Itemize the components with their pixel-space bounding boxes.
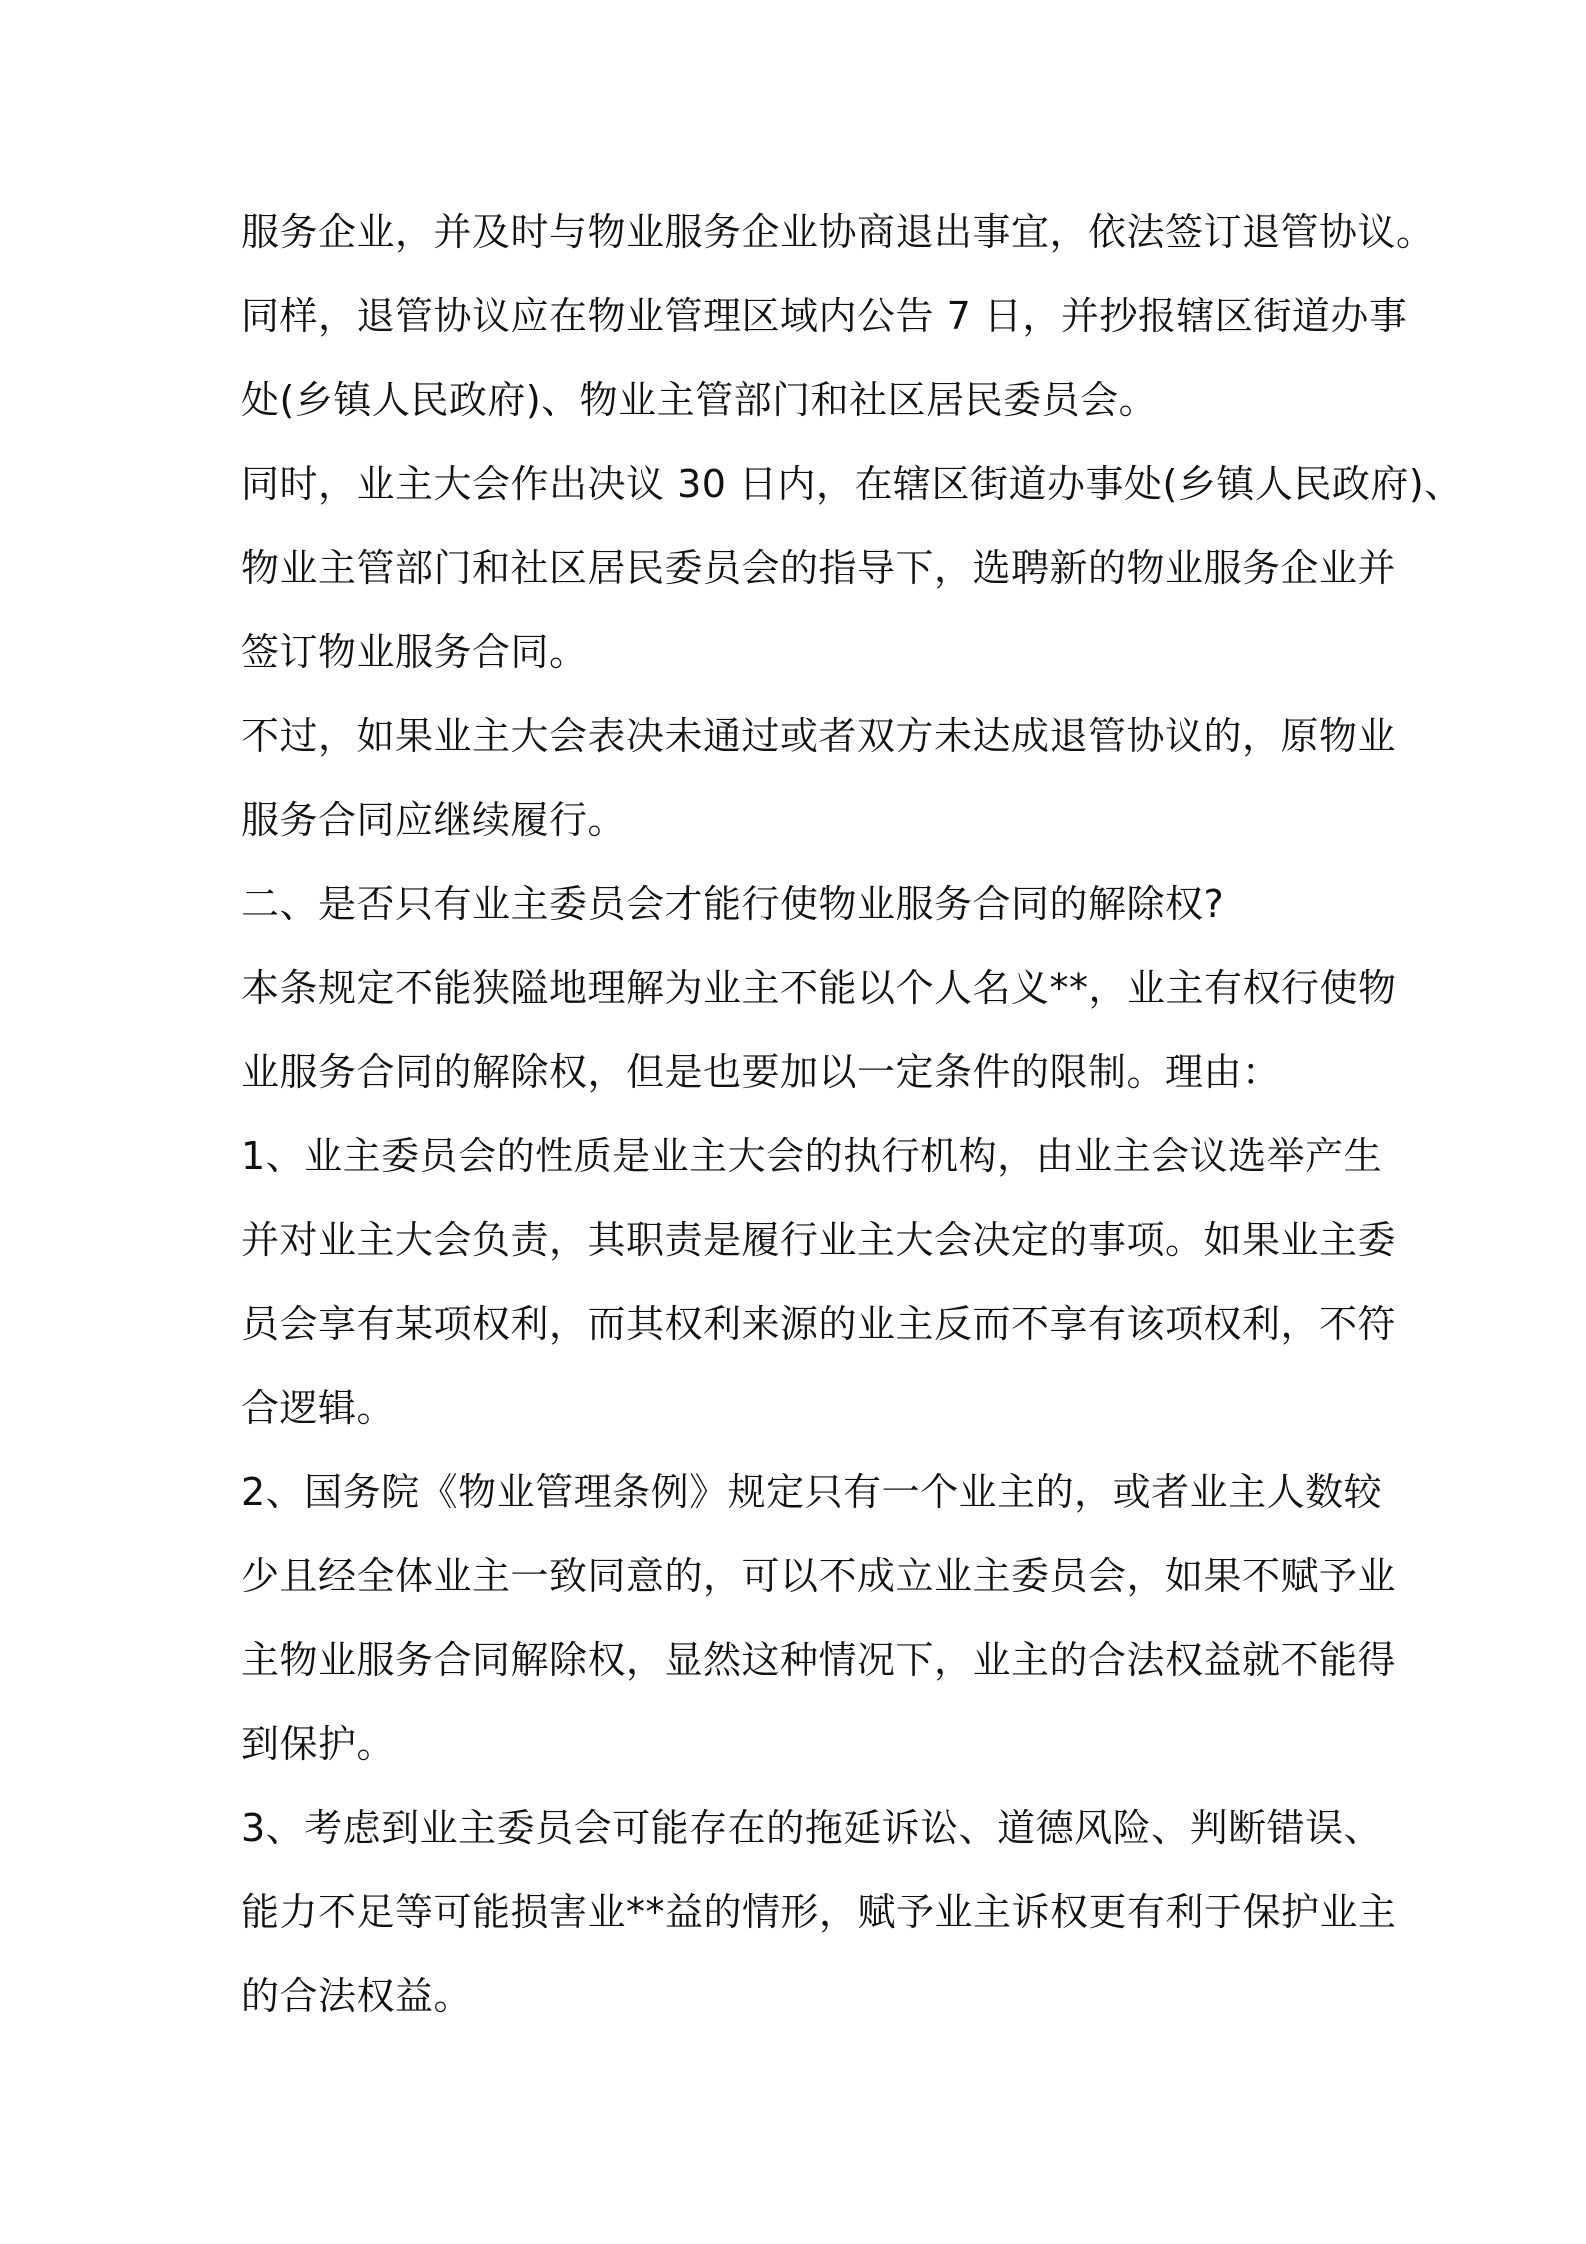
text-line: 服务合同应继续履行。 bbox=[241, 798, 627, 842]
list-item-3-line: 能力不足等可能损害业**益的情形，赋予业主诉权更有利于保护业主 bbox=[241, 1890, 1397, 1934]
list-item-2-line: 2、国务院《物业管理条例》规定只有一个业主的，或者业主人数较 bbox=[241, 1470, 1383, 1514]
list-item-2-line: 主物业服务合同解除权，显然这种情况下，业主的合法权益就不能得 bbox=[241, 1638, 1397, 1682]
text-line: 同样，退管协议应在物业管理区域内公告 7 日，并抄报辖区街道办事 bbox=[241, 294, 1408, 338]
list-item-2-line: 少且经全体业主一致同意的，可以不成立业主委员会，如果不赋予业 bbox=[241, 1554, 1397, 1598]
list-item-1-line: 1、业主委员会的性质是业主大会的执行机构，由业主会议选举产生 bbox=[241, 1134, 1383, 1178]
text-line: 服务企业，并及时与物业服务企业协商退出事宜，依法签订退管协议。 bbox=[241, 210, 1435, 254]
section-heading: 二、是否只有业主委员会才能行使物业服务合同的解除权? bbox=[241, 882, 1225, 926]
text-line: 同时，业主大会作出决议 30 日内，在辖区街道办事处(乡镇人民政府)、 bbox=[241, 462, 1463, 506]
text-line: 物业主管部门和社区居民委员会的指导下，选聘新的物业服务企业并 bbox=[241, 546, 1397, 590]
document-body bbox=[241, 190, 1463, 2038]
text-line: 业服务合同的解除权，但是也要加以一定条件的限制。理由： bbox=[241, 1050, 1281, 1094]
text-line: 不过，如果业主大会表决未通过或者双方未达成退管协议的，原物业 bbox=[241, 714, 1397, 758]
text-line: 处(乡镇人民政府)、物业主管部门和社区居民委员会。 bbox=[241, 378, 1158, 422]
text-line: 签订物业服务合同。 bbox=[241, 630, 588, 674]
list-item-1-line: 并对业主大会负责，其职责是履行业主大会决定的事项。如果业主委 bbox=[241, 1218, 1397, 1262]
text-line: 本条规定不能狭隘地理解为业主不能以个人名义**，业主有权行使物 bbox=[241, 966, 1397, 1010]
list-item-1-line: 合逻辑。 bbox=[241, 1386, 396, 1430]
list-item-3-line: 的合法权益。 bbox=[241, 1974, 473, 2018]
list-item-2-line: 到保护。 bbox=[241, 1722, 396, 1766]
list-item-1-line: 员会享有某项权利，而其权利来源的业主反而不享有该项权利，不符 bbox=[241, 1302, 1397, 1346]
list-item-3-line: 3、考虑到业主委员会可能存在的拖延诉讼、道德风险、判断错误、 bbox=[241, 1806, 1383, 1850]
